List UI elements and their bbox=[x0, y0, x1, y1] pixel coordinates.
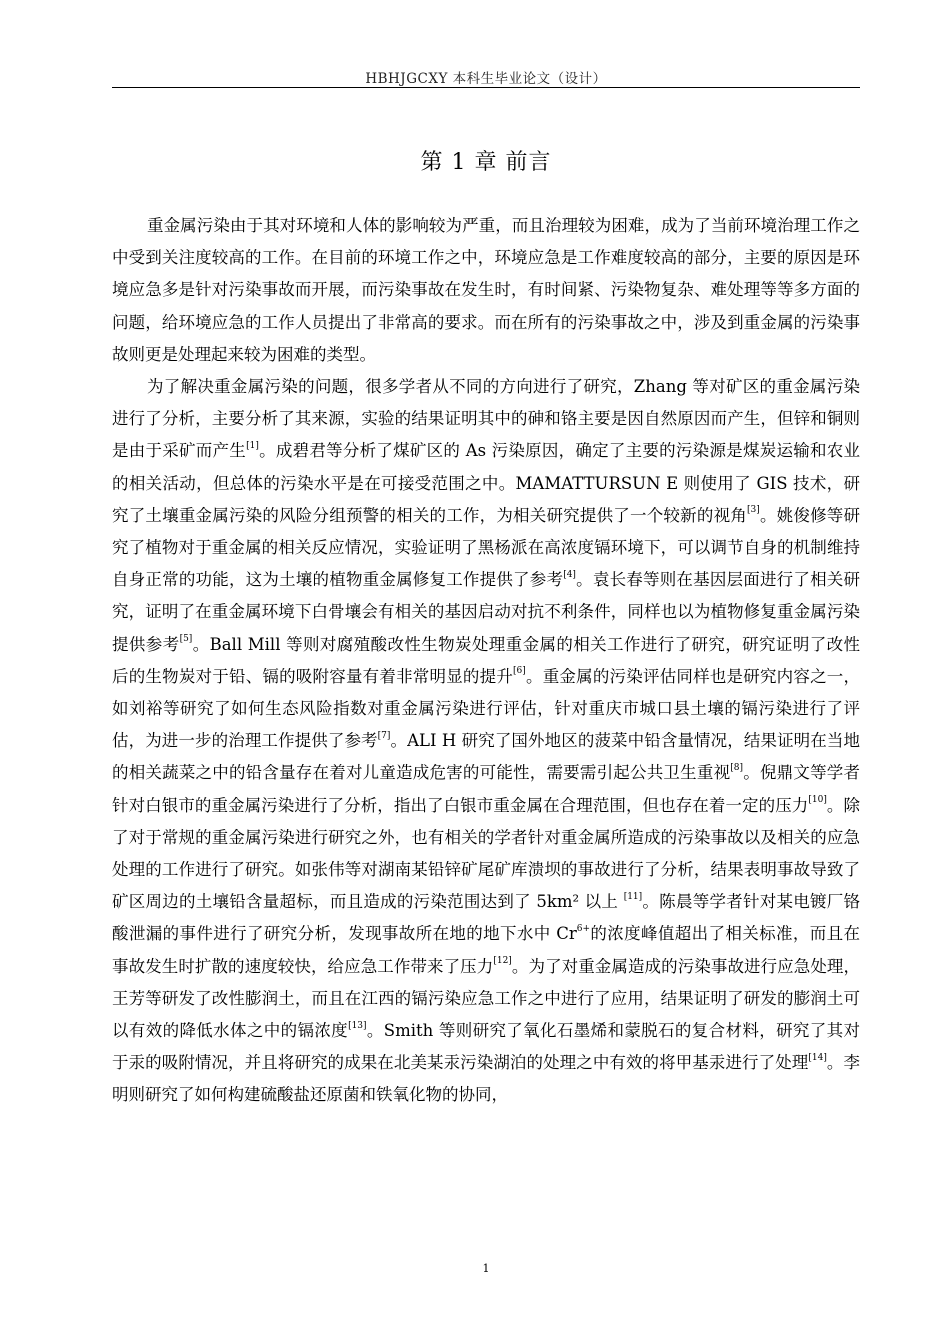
text-run: 重金属污染由于其对环境和人体的影响较为严重，而且治理较为困难，成为了当前环境治理工作之中受到关注度较高的工作。在目前的环境工作之中，环境应急是工作难度较高的部分，主要的原因是环境应急多是针对污染事故而开展，而污染事故在发生时，有时间紧、污染物复杂、难处理等等多方面的问题，给环境应急的工作人员提出了非常高的要求。而在所有的污染事故之中，涉及到重金属的污染事故则更是处理起来较为困难的类型。 bbox=[112, 216, 860, 364]
text-run: 。李明则研究了如何构建硫酸盐还原菌和铁氧化物的协同， bbox=[112, 1053, 861, 1105]
citation-marker: [13] bbox=[348, 1020, 367, 1031]
text-run: 。倪鼎文等学者针对白银市的重金属污染进行了分析，指出了白银市重金属在合理范围，但也存在着一定的压力 bbox=[112, 763, 861, 815]
text-run: 。成碧君等分析了煤矿区的 As 污染原因，确定了主要的污染源是煤炭运输和农业的相关活动，但总体的污染水平是在可接受范围之中。MAMATTURSUN E 则使用了 GIS 技术，研究了土壤重金属污染的风险分组预警的相关的工作，为相关研究提供了一个较新的视角 bbox=[112, 441, 861, 525]
body-paragraph-1 bbox=[112, 210, 860, 371]
citation-marker: [1] bbox=[246, 440, 259, 451]
body-text bbox=[112, 210, 860, 1112]
citation-marker: [10] bbox=[808, 795, 827, 806]
text-run: 。Ball Mill 等则对腐殖酸改性生物炭处理重金属的相关工作进行了研究，研究证明了改性后的生物炭对于铅、镉的吸附容量有着非常明显的提升 bbox=[112, 634, 860, 686]
chapter-title: 第 1 章 前言 bbox=[420, 150, 552, 175]
text-run: 。重金属的污染评估同样也是研究内容之一，如刘裕等研究了如何生态风险指数对重金属污染进行评估，针对重庆市城口县土壤的镉污染进行了评估，为进一步的治理工作提供了参考 bbox=[112, 666, 861, 751]
citation-marker: 6+ bbox=[576, 923, 591, 934]
citation-marker: [8] bbox=[730, 762, 744, 773]
citation-marker: [4] bbox=[563, 569, 576, 580]
running-header: HBHJGCXY 本科生毕业论文（设计） bbox=[365, 71, 607, 87]
text-run: 。除了对于常规的重金属污染进行研究之外，也有相关的学者针对重金属所造成的污染事故以及相关的应急处理的工作进行了研究。如张伟等对湖南某铅锌矿尾矿库溃坝的事故进行了分析，结果表明事故导致了矿区周边的土壤铅含量超标，而且造成的污染范围达到了 5km² 以上 bbox=[112, 795, 861, 912]
body-paragraph-2 bbox=[112, 371, 860, 1112]
text-run: 。Smith 等则研究了氧化石墨烯和蒙脱石的复合材料，研究了其对于汞的吸附情况，并且将研究的成果在北美某汞污染湖泊的处理之中有效的将甲基汞进行了处理 bbox=[112, 1021, 861, 1073]
citation-marker: [7] bbox=[377, 730, 391, 741]
page-number: 1 bbox=[482, 1262, 490, 1275]
citation-marker: [6] bbox=[513, 666, 526, 677]
citation-marker: [14] bbox=[808, 1052, 827, 1063]
text-run: 的浓度峰值超出了相关标准，而且在事故发生时扩散的速度较快，给应急工作带来了压力 bbox=[112, 924, 860, 976]
header-rule bbox=[112, 87, 860, 88]
text-run: 。袁长春等则在基因层面进行了相关研究，证明了在重金属环境下白骨壤会有相关的基因启动对抗不利条件，同样也以为植物修复重金属污染提供参考 bbox=[112, 570, 861, 654]
text-run: 。陈晨等学者针对某电镀厂铬酸泄漏的事件进行了研究分析，发现事故所在地的地下水中 Cr bbox=[112, 892, 861, 944]
citation-marker: [12] bbox=[493, 956, 512, 967]
text-run: 。ALI H 研究了国外地区的菠菜中铅含量情况，结果证明在当地的相关蔬菜之中的铅含量存在着对儿童造成危害的可能性，需要需引起公共卫生重视 bbox=[112, 731, 860, 783]
citation-marker: [11] bbox=[623, 891, 643, 902]
text-run: 。姚俊修等研究了植物对于重金属的相关反应情况，实验证明了黑杨派在高浓度镉环境下，可以调节自身的机制维持自身正常的功能，这为土壤的植物重金属修复工作提供了参考 bbox=[112, 505, 861, 590]
text-run: 。为了对重金属造成的污染事故进行应急处理，王芳等研发了改性膨润土，而且在江西的镉污染应急工作之中进行了应用，结果证明了研发的膨润土可以有效的降低水体之中的镉浓度 bbox=[112, 956, 861, 1041]
citation-marker: [5] bbox=[179, 634, 193, 645]
text-run: 为了解决重金属污染的问题，很多学者从不同的方向进行了研究，Zhang 等对矿区的重金属污染进行了分析，主要分析了其来源，实验的结果证明其中的砷和铬主要是因自然原因而产生，但锌和铜则是由于采矿而产生 bbox=[112, 377, 860, 461]
citation-marker: [3] bbox=[747, 505, 760, 516]
